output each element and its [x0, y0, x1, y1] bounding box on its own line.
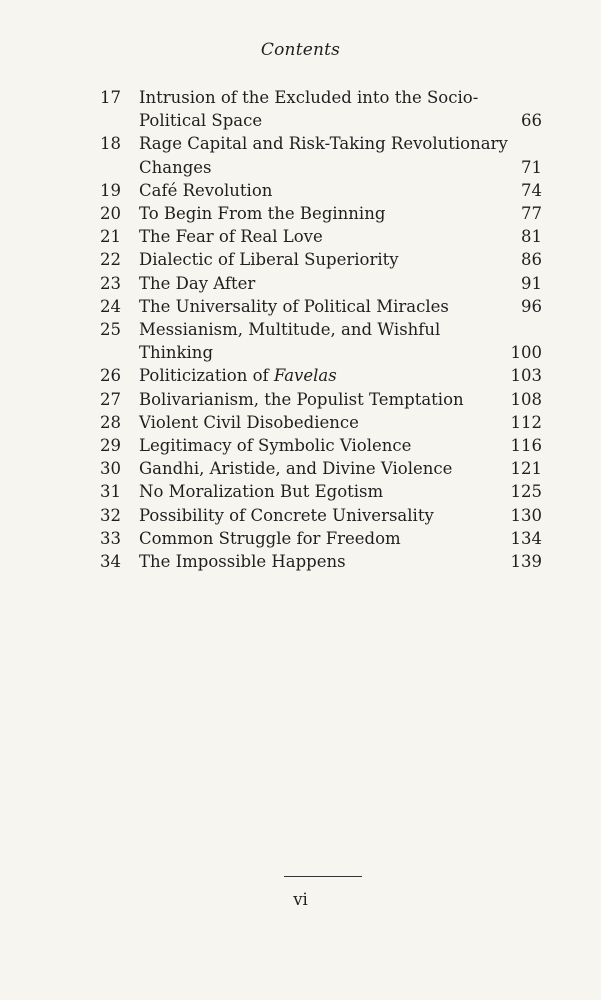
chapter-title-line: Political Space	[139, 111, 263, 131]
chapter-title	[139, 272, 504, 295]
chapter-title	[139, 411, 504, 434]
chapter-title-line: Rage Capital and Risk-Taking Revolutionary	[139, 134, 508, 154]
chapter-title-line: Messianism, Multitude, and Wishful	[139, 320, 441, 340]
page-ref: 130	[510, 505, 542, 525]
running-head: Contents	[260, 40, 341, 60]
chapter-title-line: Café Revolution	[139, 180, 273, 200]
chapter-title-line: Violent Civil Disobedience	[139, 412, 359, 432]
chapter-title	[139, 202, 504, 225]
page-ref: 91	[521, 273, 542, 293]
toc-entry	[0, 411, 601, 434]
toc-entry	[0, 457, 601, 480]
chapter-title-line: The Universality of Political Miracles	[139, 296, 449, 316]
chapter-title-line: Changes	[139, 157, 212, 177]
chapter-title-line: The Day After	[139, 273, 256, 293]
chapter-number: 33	[100, 528, 121, 548]
chapter-title-text: Politicization of	[139, 366, 274, 386]
toc-entry	[0, 272, 601, 295]
chapter-title-line: Intrusion of the Excluded into the Socio-	[139, 88, 479, 107]
page-number: vi	[293, 890, 308, 909]
chapter-title-line: Possibility of Concrete Universality	[139, 505, 434, 525]
toc-entry	[0, 504, 601, 527]
chapter-number: 31	[100, 482, 121, 502]
toc-entry	[0, 295, 601, 318]
page-ref: 108	[510, 389, 542, 409]
chapter-number: 26	[100, 366, 121, 386]
toc-entry	[0, 248, 601, 271]
chapter-title	[139, 248, 504, 271]
chapter-title	[139, 434, 504, 457]
page-ref: 100	[510, 343, 542, 363]
chapter-title	[139, 364, 504, 387]
chapter-title-line: Gandhi, Aristide, and Divine Violence	[139, 459, 453, 479]
toc-entry	[0, 480, 601, 503]
toc-entry	[0, 202, 601, 225]
chapter-title	[139, 225, 504, 248]
page-ref: 77	[521, 204, 542, 224]
toc-entry	[0, 86, 601, 132]
page-ref: 66	[521, 111, 542, 131]
chapter-number: 20	[100, 204, 121, 224]
chapter-number: 22	[100, 250, 121, 270]
chapter-number: 30	[100, 459, 121, 479]
chapter-title-italic: Favelas	[273, 366, 337, 386]
chapter-number: 19	[100, 180, 121, 200]
chapter-number: 27	[100, 389, 121, 409]
table-of-contents	[0, 86, 601, 573]
chapter-title	[139, 504, 504, 527]
chapter-number: 23	[100, 273, 121, 293]
chapter-number: 32	[100, 505, 121, 525]
chapter-title-line: To Begin From the Beginning	[139, 204, 386, 224]
chapter-number: 28	[100, 412, 121, 432]
page-ref: 139	[510, 552, 542, 572]
chapter-title	[139, 86, 504, 132]
chapter-number: 21	[100, 227, 121, 247]
chapter-title	[139, 388, 504, 411]
chapter-number: 29	[100, 436, 121, 456]
chapter-title-line	[139, 364, 504, 387]
toc-entry	[0, 225, 601, 248]
chapter-number: 18	[100, 134, 121, 154]
toc-entry	[0, 364, 601, 387]
chapter-title	[139, 480, 504, 503]
chapter-title	[139, 132, 508, 178]
chapter-title	[139, 527, 504, 550]
page-ref: 71	[521, 157, 542, 177]
page-ref: 116	[510, 436, 542, 456]
page-ref: 74	[521, 180, 542, 200]
page-ref: 86	[521, 250, 542, 270]
page-ref: 121	[510, 459, 542, 479]
footer-rule	[284, 876, 362, 877]
page-ref: 81	[521, 227, 542, 247]
toc-entry	[0, 132, 601, 178]
page-ref: 125	[510, 482, 542, 502]
chapter-title-line: Dialectic of Liberal Superiority	[139, 250, 399, 270]
chapter-number: 17	[100, 88, 121, 107]
chapter-number: 24	[100, 296, 121, 316]
toc-entry	[0, 179, 601, 202]
page-ref: 134	[510, 528, 542, 548]
toc-entry	[0, 550, 601, 573]
chapter-title-line: No Moralization But Egotism	[139, 482, 384, 502]
chapter-title-line: Common Struggle for Freedom	[139, 528, 401, 548]
chapter-number: 25	[100, 320, 121, 340]
chapter-title-line: Thinking	[139, 343, 214, 363]
chapter-number: 34	[100, 552, 121, 572]
toc-entry	[0, 318, 601, 364]
chapter-title-line: The Fear of Real Love	[139, 227, 323, 247]
chapter-title	[139, 550, 504, 573]
toc-entry	[0, 527, 601, 550]
chapter-title-line: The Impossible Happens	[139, 552, 346, 572]
page-ref: 103	[510, 366, 542, 386]
toc-entry	[0, 434, 601, 457]
chapter-title	[139, 318, 504, 364]
chapter-title	[139, 179, 504, 202]
chapter-title	[139, 457, 504, 480]
toc-entry	[0, 388, 601, 411]
chapter-title	[139, 295, 504, 318]
chapter-title-line: Bolivarianism, the Populist Temptation	[139, 389, 464, 409]
page-ref: 96	[521, 296, 542, 316]
chapter-title-line: Legitimacy of Symbolic Violence	[139, 436, 412, 456]
page-ref: 112	[510, 412, 542, 432]
